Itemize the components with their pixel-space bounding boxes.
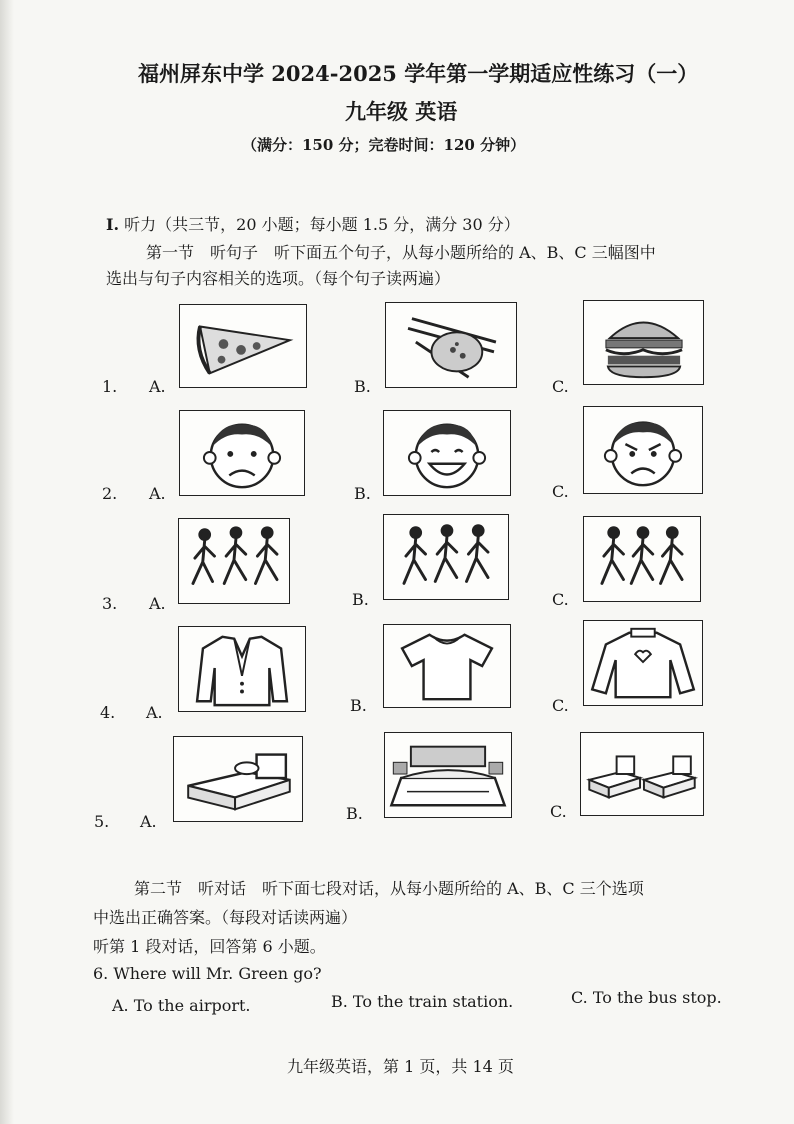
exam-subtitle: 九年级 英语 bbox=[345, 99, 458, 124]
question-6-option-a[interactable]: A. To the airport. bbox=[112, 996, 251, 1015]
suit-jacket-icon[interactable] bbox=[178, 626, 306, 712]
option-label: A. bbox=[149, 594, 166, 613]
exam-meta: （满分：150 分；完卷时间：120 分钟） bbox=[242, 136, 526, 154]
option-label: B. bbox=[346, 804, 363, 823]
section1-instructions-line2: 选出与句子内容相关的选项。（每个句子读两遍） bbox=[106, 269, 451, 288]
part1-heading bbox=[106, 212, 520, 235]
option-label: A. bbox=[146, 703, 163, 722]
option-label: B. bbox=[352, 590, 369, 609]
chopsticks-bowl-icon[interactable] bbox=[385, 302, 517, 388]
question-6-stem: 6. Where will Mr. Green go? bbox=[93, 964, 322, 983]
page-footer: 九年级英语，第 1 页，共 14 页 bbox=[287, 1057, 514, 1076]
question-number: 4. bbox=[100, 703, 116, 722]
option-label: C. bbox=[550, 802, 567, 821]
angry-face-icon[interactable] bbox=[583, 406, 703, 494]
hamburger-icon[interactable] bbox=[583, 300, 704, 385]
option-label: C. bbox=[552, 696, 569, 715]
pizza-icon[interactable] bbox=[179, 304, 307, 388]
option-label: A. bbox=[140, 812, 157, 831]
section1-instructions-line1: 第一节 听句子 听下面五个句子，从每小题所给的 A、B、C 三幅图中 bbox=[146, 243, 656, 262]
part1-number: I. bbox=[106, 215, 120, 234]
happy-face-icon[interactable] bbox=[383, 410, 511, 496]
question-6-option-c[interactable]: C. To the bus stop. bbox=[571, 988, 722, 1007]
option-label: B. bbox=[350, 696, 367, 715]
question-number: 5. bbox=[94, 812, 110, 831]
question-6-option-b[interactable]: B. To the train station. bbox=[331, 992, 514, 1011]
question-number: 2. bbox=[102, 484, 118, 503]
sad-face-icon[interactable] bbox=[179, 410, 305, 496]
part1-heading-text: 听力（共三节，20 小题；每小题 1.5 分，满分 30 分） bbox=[124, 215, 520, 234]
section2-instructions-line2: 中选出正确答案。（每段对话读两遍） bbox=[93, 908, 358, 927]
option-label: C. bbox=[552, 377, 569, 396]
runners-icon[interactable] bbox=[583, 516, 701, 602]
option-label: A. bbox=[149, 484, 166, 503]
question-number: 1. bbox=[102, 377, 118, 396]
scan-shadow bbox=[0, 0, 14, 1124]
sweater-icon[interactable] bbox=[583, 620, 703, 706]
runners-icon[interactable] bbox=[178, 518, 290, 604]
section2-instructions-line1: 第二节 听对话 听下面七段对话，从每小题所给的 A、B、C 三个选项 bbox=[134, 879, 644, 898]
two-beds-icon[interactable] bbox=[580, 732, 704, 816]
option-label: A. bbox=[149, 377, 166, 396]
single-bed-icon[interactable] bbox=[173, 736, 303, 822]
option-label: B. bbox=[354, 377, 371, 396]
option-label: B. bbox=[354, 484, 371, 503]
option-label: C. bbox=[552, 590, 569, 609]
runners-icon[interactable] bbox=[383, 514, 509, 600]
dialogue-1-instruction: 听第 1 段对话，回答第 6 小题。 bbox=[93, 937, 326, 956]
option-label: C. bbox=[552, 482, 569, 501]
bedroom-icon[interactable] bbox=[384, 732, 512, 818]
t-shirt-icon[interactable] bbox=[383, 624, 511, 708]
exam-title: 福州屏东中学 2024-2025 学年第一学期适应性练习（一） bbox=[138, 61, 699, 86]
question-number: 3. bbox=[102, 594, 118, 613]
